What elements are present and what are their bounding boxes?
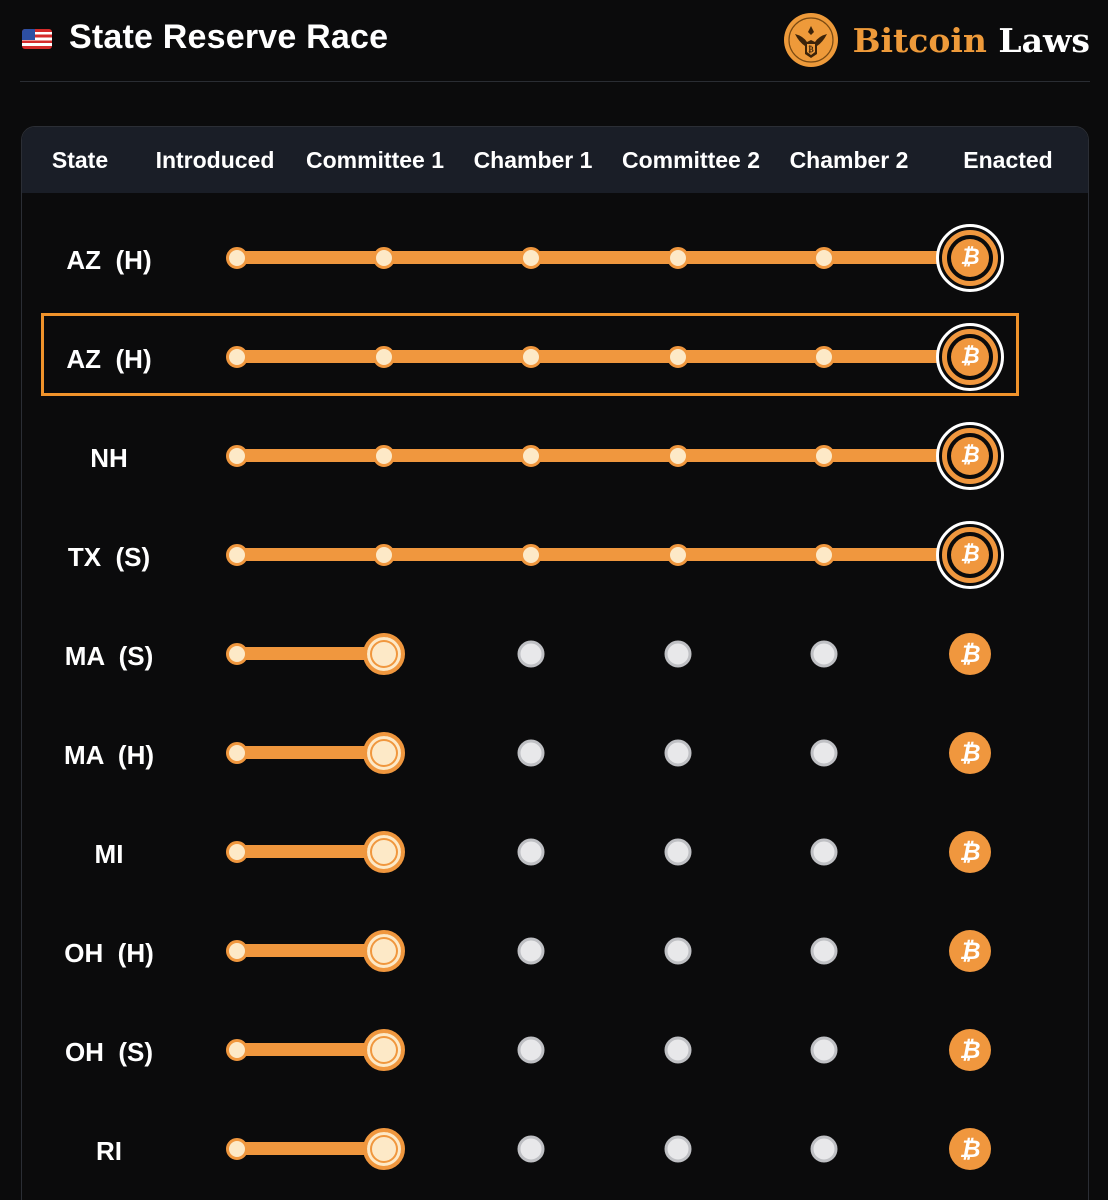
bitcoin-icon (936, 323, 1004, 391)
stage-node-committee-2-done (667, 445, 689, 467)
state-label: MA (H) (63, 740, 155, 770)
stage-node-committee-1-done (373, 247, 395, 269)
stage-node-introduced-done (226, 643, 248, 665)
stage-node-committee-1-current (363, 1128, 405, 1170)
stage-node-committee-1-done (373, 445, 395, 467)
stage-node-introduced-done (226, 445, 248, 467)
stage-node-chamber-1-pending (518, 1037, 545, 1064)
stage-node-committee-2-done (667, 247, 689, 269)
stage-node-introduced-done (226, 742, 248, 764)
progress-table (21, 126, 1089, 1200)
stage-node-chamber-2-done (813, 247, 835, 269)
stage-node-chamber-1-pending (518, 641, 545, 668)
stage-node-committee-2-pending (665, 839, 692, 866)
bitcoin-icon (949, 633, 991, 675)
bitcoin-icon (949, 732, 991, 774)
stage-node-committee-2-pending (665, 740, 692, 767)
bitcoin-glyph: ₿ (960, 443, 980, 468)
stage-node-chamber-1-pending (518, 1136, 545, 1163)
bitcoin-laws-logo[interactable] (783, 12, 1090, 68)
stage-node-chamber-2-done (813, 544, 835, 566)
header (0, 0, 1108, 82)
bitcoin-icon (949, 930, 991, 972)
us-flag-icon (22, 29, 52, 49)
table-row[interactable] (22, 609, 1088, 708)
table-row[interactable] (22, 1005, 1088, 1104)
stage-node-introduced-done (226, 346, 248, 368)
brand-laws (987, 21, 1090, 60)
stage-node-chamber-2-pending (811, 1037, 838, 1064)
column-header-chamber-1[interactable]: Chamber 1 (473, 147, 593, 173)
bitcoin-glyph: ₿ (959, 739, 981, 767)
table-row[interactable] (22, 213, 1088, 312)
progress-track (237, 845, 384, 858)
stage-node-committee-2-pending (665, 641, 692, 668)
bitcoin-glyph: ₿ (959, 838, 981, 866)
column-header-chamber-2[interactable]: Chamber 2 (789, 147, 909, 173)
eagle-seal-icon (783, 12, 839, 68)
stage-node-chamber-1-done (520, 445, 542, 467)
column-header-introduced[interactable]: Introduced (155, 147, 275, 173)
bitcoin-glyph: ₿ (960, 245, 980, 270)
stage-node-chamber-1-done (520, 544, 542, 566)
stage-node-chamber-1-pending (518, 938, 545, 965)
state-label: AZ (H) (66, 344, 152, 374)
bitcoin-glyph: ₿ (959, 1135, 981, 1163)
bitcoin-icon (949, 1029, 991, 1071)
table-row[interactable] (22, 510, 1088, 609)
stage-node-committee-1-done (373, 346, 395, 368)
column-header-enacted[interactable]: Enacted (963, 147, 1053, 173)
stage-node-committee-1-current (363, 1029, 405, 1071)
state-label: AZ (H) (66, 245, 152, 275)
column-header-committee-2[interactable]: Committee 2 (621, 147, 761, 173)
state-label: NH (90, 443, 128, 473)
stage-node-chamber-1-done (520, 247, 542, 269)
stage-node-committee-1-current (363, 732, 405, 774)
stage-node-committee-1-done (373, 544, 395, 566)
page-title: State Reserve Race (69, 18, 389, 56)
progress-track (237, 746, 384, 759)
stage-node-chamber-2-pending (811, 938, 838, 965)
stage-node-committee-2-pending (665, 1136, 692, 1163)
table-row[interactable] (22, 411, 1088, 510)
stage-node-chamber-2-done (813, 346, 835, 368)
table-header (22, 127, 1088, 193)
stage-node-chamber-1-done (520, 346, 542, 368)
brand-bitcoin: Bitcoin (852, 20, 987, 60)
state-label: TX (S) (67, 542, 151, 572)
state-label: MI (94, 839, 124, 869)
stage-node-committee-1-current (363, 831, 405, 873)
progress-track (237, 449, 950, 462)
brand-name (853, 21, 1090, 60)
table-row[interactable] (22, 1104, 1088, 1200)
state-label: OH (S) (64, 1037, 154, 1067)
stage-node-committee-1-current (363, 930, 405, 972)
stage-node-introduced-done (226, 247, 248, 269)
stage-node-chamber-1-pending (518, 740, 545, 767)
stage-node-chamber-2-done (813, 445, 835, 467)
stage-node-chamber-2-pending (811, 839, 838, 866)
progress-track (237, 1142, 384, 1155)
stage-node-committee-2-pending (665, 938, 692, 965)
stage-node-chamber-2-pending (811, 641, 838, 668)
bitcoin-icon (936, 224, 1004, 292)
progress-track (237, 1043, 384, 1056)
bitcoin-glyph: ₿ (959, 937, 981, 965)
bitcoin-icon (949, 831, 991, 873)
state-label: OH (H) (64, 938, 154, 968)
stage-node-introduced-done (226, 544, 248, 566)
svg-text:₿: ₿ (807, 45, 814, 54)
stage-node-chamber-2-pending (811, 740, 838, 767)
table-row[interactable] (22, 312, 1088, 411)
brand-laws-text: Laws (998, 20, 1090, 60)
stage-node-introduced-done (226, 1138, 248, 1160)
table-row[interactable] (22, 906, 1088, 1005)
stage-node-introduced-done (226, 841, 248, 863)
progress-track (237, 548, 950, 561)
bitcoin-glyph: ₿ (959, 1036, 981, 1064)
progress-track (237, 350, 950, 363)
stage-node-chamber-1-pending (518, 839, 545, 866)
progress-track (237, 944, 384, 957)
column-header-committee-1[interactable]: Committee 1 (305, 147, 445, 173)
header-divider (20, 81, 1090, 82)
stage-node-committee-2-done (667, 346, 689, 368)
stage-node-committee-1-current (363, 633, 405, 675)
progress-track (237, 251, 950, 264)
stage-node-introduced-done (226, 940, 248, 962)
state-label: MA (S) (64, 641, 154, 671)
state-label: RI (96, 1136, 122, 1166)
bitcoin-icon (936, 521, 1004, 589)
bitcoin-glyph: ₿ (960, 344, 980, 369)
stage-node-introduced-done (226, 1039, 248, 1061)
table-row[interactable] (22, 807, 1088, 906)
bitcoin-glyph: ₿ (960, 542, 980, 567)
stage-node-committee-2-done (667, 544, 689, 566)
column-header-state[interactable]: State (51, 147, 109, 173)
bitcoin-icon (936, 422, 1004, 490)
progress-track (237, 647, 384, 660)
stage-node-chamber-2-pending (811, 1136, 838, 1163)
bitcoin-glyph: ₿ (959, 640, 981, 668)
table-row[interactable] (22, 708, 1088, 807)
bitcoin-icon (949, 1128, 991, 1170)
stage-node-committee-2-pending (665, 1037, 692, 1064)
